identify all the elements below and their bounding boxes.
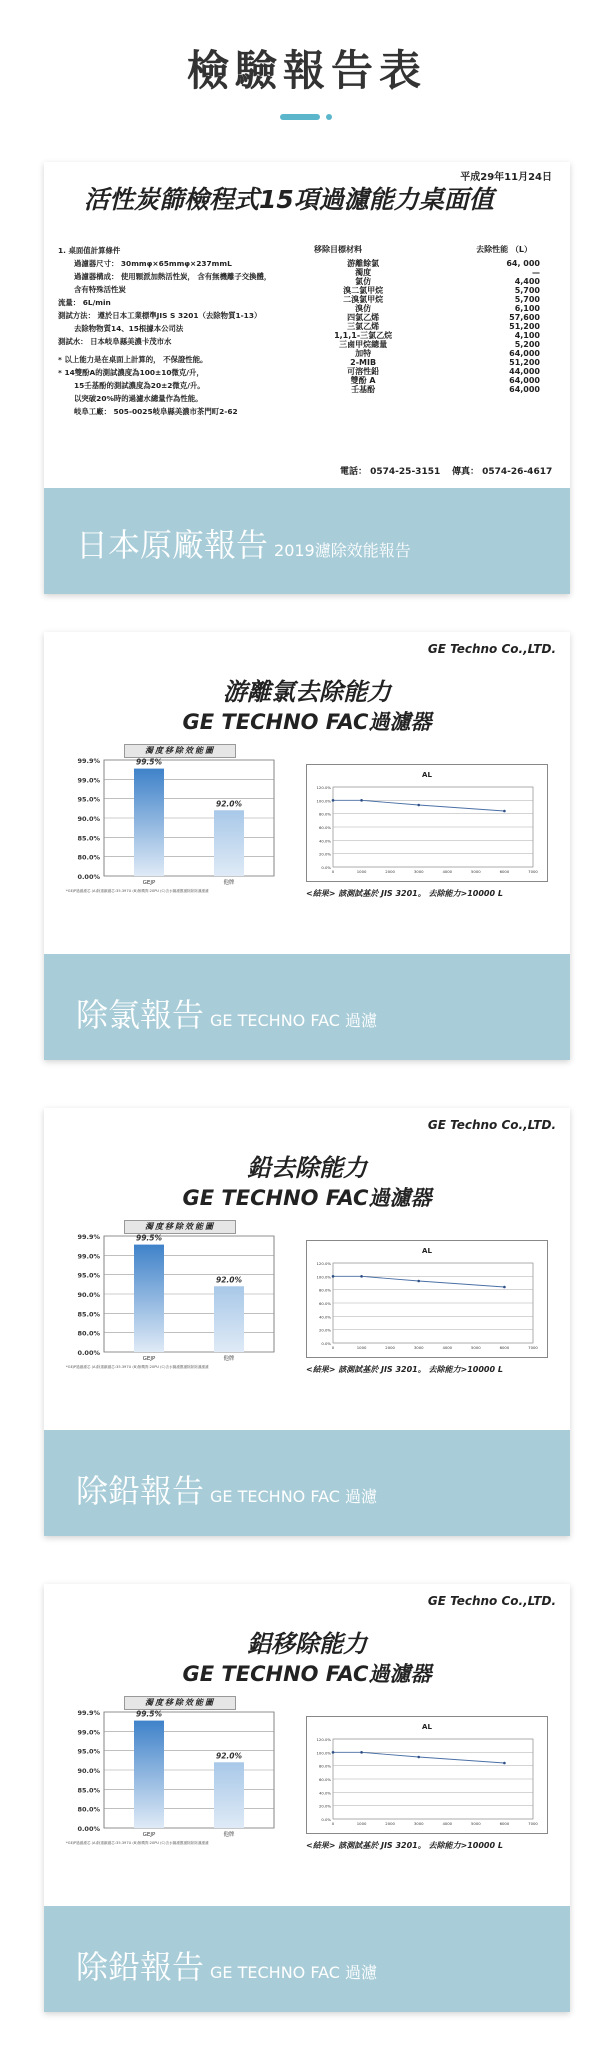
category-label: GEJP [142,1832,156,1838]
report-subtitle: GE TECHNO FAC過濾器 [182,710,432,734]
spec-line: 去除物物質14、15根據本公司法 [74,324,184,333]
y-tick-label: 85.0% [77,834,100,843]
y-tick-label: 120.0% [316,785,331,790]
material-name: 雙酚 A [350,376,376,385]
band-title: 除鉛報告 [76,1948,205,1986]
data-point [360,1751,363,1754]
y-tick-label: 85.0% [77,1310,100,1319]
data-point [360,799,363,802]
y-tick-label: 80.0% [77,853,100,862]
table-row [314,376,554,385]
spec-line: * 以上能力是在桌面上計算的， 不保證性能。 [58,355,208,364]
table-row [314,295,554,304]
data-point [503,1286,506,1289]
report-title: 游離氯去除能力 [223,678,391,706]
data-point [417,1756,420,1759]
y-tick-label: 100.0% [316,1274,331,1280]
table-row [314,367,554,376]
bar-value-label: 99.5% [135,1233,163,1243]
material-name: 二溴氯甲烷 [343,295,384,304]
spec-line: 過濾器構成： 使用顆派加熱活性炭， 含有無機離子交換體， [74,272,272,281]
data-point [332,799,335,802]
bar [134,1721,164,1828]
bar [134,769,164,876]
removal-value: 5,200 [514,340,540,349]
spec-line: * 14雙酚A的測試濃度為100±10微克/升， [58,368,204,377]
removal-value: 51,200 [509,358,540,367]
bar [214,810,244,876]
band-subtitle: 2019濾除效能報告 [274,541,411,560]
card-lead-report [44,1108,570,1536]
y-tick-label: 120.0% [316,1261,331,1266]
y-tick-label: 80.0% [77,1329,100,1338]
y-tick-label: 40.0% [318,1790,331,1796]
y-tick-label: 0.0% [321,1817,331,1822]
x-tick-label: 6000 [499,1821,510,1826]
material-name: 濁度 [355,268,372,277]
x-tick-label: 7000 [528,869,538,874]
material-name: 加特 [355,349,372,358]
removal-value: 64, 000 [506,259,540,268]
y-tick-label: 99.9% [77,757,100,765]
y-tick-label: 0.00% [77,1349,100,1357]
material-name: 三鹵甲烷總量 [339,340,388,349]
data-point [360,1275,363,1278]
x-tick-label: 1000 [356,869,367,874]
report-subtitle: GE TECHNO FAC過濾器 [182,1662,432,1686]
x-tick-label: 5000 [471,869,481,874]
removal-value: 51,200 [509,322,540,331]
data-point [503,1762,506,1765]
x-tick-label: 6000 [499,1345,510,1350]
y-tick-label: 120.0% [316,1737,331,1742]
x-tick-label: 2000 [385,1821,395,1826]
bar-value-label: 92.0% [215,1751,243,1761]
line-chart [306,1240,548,1358]
spec-line: 15壬基酚的測試濃度為20±2微克/升。 [74,381,205,390]
table-header-material: 移除目標材料 [314,245,362,254]
y-tick-label: 20.0% [318,851,331,857]
bar-chart-footnote: *GEJP過濾濾芯 (A)除重鐵濾芯:35.397U (B)無機質:20PU (C)含水圖濾膜濾除除除濾濾濾 [66,1841,209,1845]
band-title: 除氯報告 [76,996,205,1034]
band-title: 除鉛報告 [76,1472,205,1510]
x-tick-label: 7000 [528,1345,538,1350]
card-filter-capacity [44,162,570,594]
card-band [44,1430,570,1536]
table-row [314,286,554,295]
removal-value: — [532,268,540,277]
removal-value: 64,000 [509,376,540,385]
table-row [314,313,554,322]
bar-value-label: 92.0% [215,1275,243,1285]
y-tick-label: 0.0% [321,1341,331,1346]
material-name: 游離餘氯 [347,259,380,268]
table-row [314,331,554,340]
card-band [44,1906,570,2012]
bar-chart [64,1220,294,1370]
removal-table [314,244,554,394]
y-tick-label: 100.0% [316,1750,331,1756]
table-row [314,322,554,331]
bar [214,1286,244,1352]
bar-chart-title: 濁度移除效能圖 [124,1220,236,1234]
y-tick-label: 60.0% [318,1777,331,1782]
test-conditions [58,244,318,418]
table-row [314,385,554,394]
bar-chart-footnote: *GEJP過濾濾芯 (A)除重鐵濾芯:35.397U (B)無機質:20PU (C)含水圖濾膜濾除除除濾濾濾 [66,889,209,893]
material-name: 壬基酚 [351,385,376,394]
removal-value: 5,700 [514,295,540,304]
material-name: 2-MIB [350,358,377,367]
report-title: 鉛去除能力 [247,1154,367,1182]
bar-chart [64,1696,294,1846]
y-tick-label: 99.0% [77,1252,100,1261]
spec-line: 測試方法： 遵於日本工業標準JIS S 3201（去除物質1-13） [58,311,262,320]
material-name: 1,1,1-三氯乙烷 [334,331,393,340]
bar [134,1245,164,1352]
y-tick-label: 90.0% [77,815,100,823]
title-underline [280,114,320,120]
x-tick-label: 5000 [471,1345,481,1350]
card1-title: 活性炭篩檢程式15項過濾能力桌面值 [84,185,494,214]
line-chart [306,764,548,882]
table-row [314,304,554,313]
category-label: GEJP [142,880,156,886]
spec-line: 岐阜工廠： 505-0025岐阜縣美濃市茶門町2-62 [74,407,238,416]
category-label: 他牌 [223,1832,235,1838]
y-tick-label: 100.0% [316,798,331,804]
category-label: 他牌 [223,1356,235,1362]
table-row [314,340,554,349]
band-title: 日本原廠報告 [76,526,269,564]
result-text: <結果> 該測試基於 JIS 3201。 去除能力>10000 L [306,1841,503,1850]
removal-value: 64,000 [509,385,540,394]
company-name: GE Techno Co.,LTD. [427,1594,556,1608]
y-tick-label: 20.0% [318,1327,331,1333]
line-chart-title: AL [422,1723,432,1731]
card-chlorine-report [44,632,570,1060]
category-label: 他牌 [223,880,235,886]
y-tick-label: 90.0% [77,1767,100,1775]
removal-value: 4,400 [514,277,540,286]
bar-chart-footnote: *GEJP過濾濾芯 (A)除重鐵濾芯:35.397U (B)無機質:20PU (C)含水圖濾膜濾除除除濾濾濾 [66,1365,209,1369]
x-tick-label: 7000 [528,1821,538,1826]
y-tick-label: 0.00% [77,873,100,881]
report-subtitle: GE TECHNO FAC過濾器 [182,1186,432,1210]
line-chart [306,1716,548,1834]
bar-value-label: 99.5% [135,757,163,767]
x-tick-label: 1000 [356,1821,367,1826]
removal-value: 64,000 [509,349,540,358]
line-chart-title: AL [422,771,432,779]
removal-value: 5,700 [514,286,540,295]
spec-line: 測試水： 日本岐阜縣美濃卡茂市水 [58,337,172,346]
fax-number: 傳真： 0574-26-4617 [452,467,553,477]
x-tick-label: 2000 [385,1345,395,1350]
x-tick-label: 3000 [413,1345,424,1350]
spec-line: 1. 桌面值計算條件 [58,246,121,255]
y-tick-label: 85.0% [77,1786,100,1795]
material-name: 溴二氯甲烷 [343,286,384,295]
band-subtitle: GE TECHNO FAC 過濾 [210,1011,378,1030]
phone-number: 電話： 0574-25-3151 [340,467,441,477]
spec-line: 以突破20%時的過濾水總量作為性能。 [74,394,203,403]
y-tick-label: 60.0% [318,825,331,830]
y-tick-label: 95.0% [77,1747,100,1756]
company-name: GE Techno Co.,LTD. [427,1118,556,1132]
table-row [314,358,554,367]
card-band [44,488,570,594]
x-tick-label: 5000 [471,1821,481,1826]
x-tick-label: 0 [331,1821,335,1826]
material-name: 可溶性鉛 [347,367,380,376]
y-tick-label: 99.9% [77,1233,100,1241]
y-tick-label: 40.0% [318,838,331,844]
result-text: <結果> 該測試基於 JIS 3201。 去除能力>10000 L [306,1365,503,1374]
x-tick-label: 3000 [413,1821,424,1826]
spec-line: 流量： 6L/min [58,298,111,307]
company-name: GE Techno Co.,LTD. [427,642,556,656]
y-tick-label: 99.0% [77,1728,100,1737]
report-date: 平成29年11月24日 [460,172,552,183]
y-tick-label: 90.0% [77,1291,100,1299]
table-row [314,259,554,268]
y-tick-label: 99.0% [77,776,100,785]
y-tick-label: 80.0% [77,1805,100,1814]
x-tick-label: 0 [331,869,335,874]
category-label: GEJP [142,1356,156,1362]
material-name: 溴仿 [355,304,372,313]
data-point [503,810,506,813]
x-tick-label: 3000 [413,869,424,874]
x-tick-label: 2000 [385,869,395,874]
bar-chart-title: 濁度移除效能圖 [124,1696,236,1710]
band-subtitle: GE TECHNO FAC 過濾 [210,1963,378,1982]
page-title: 檢驗報告表 [186,46,427,95]
removal-value: 57,600 [509,313,540,322]
bar-chart [64,744,294,894]
card-band [44,954,570,1060]
y-tick-label: 40.0% [318,1314,331,1320]
bar-value-label: 99.5% [135,1709,163,1719]
spec-line: 過濾器尺寸： 30mmφ×65mmφ×237mmL [74,259,232,268]
y-tick-label: 0.0% [321,865,331,870]
bar-chart-title: 濁度移除效能圖 [124,744,236,758]
x-tick-label: 1000 [356,1345,367,1350]
y-tick-label: 0.00% [77,1825,100,1833]
y-tick-label: 80.0% [318,1763,331,1769]
line-chart-title: AL [422,1247,432,1255]
removal-value: 6,100 [514,304,540,313]
material-name: 四氯乙烯 [347,313,380,322]
x-tick-label: 6000 [499,869,510,874]
y-tick-label: 60.0% [318,1301,331,1306]
data-point [417,1280,420,1283]
band-subtitle: GE TECHNO FAC 過濾 [210,1487,378,1506]
y-tick-label: 80.0% [318,1287,331,1293]
bar [214,1762,244,1828]
y-tick-label: 95.0% [77,795,100,804]
y-tick-label: 80.0% [318,811,331,817]
table-row [314,268,554,277]
x-tick-label: 4000 [442,869,453,874]
bar-value-label: 92.0% [215,799,243,809]
table-header-performance: 去除性能 （L） [476,245,532,254]
table-row [314,277,554,286]
data-point [332,1751,335,1754]
x-tick-label: 4000 [442,1345,453,1350]
card-aluminium-report [44,1584,570,2012]
y-tick-label: 95.0% [77,1271,100,1280]
x-tick-label: 0 [331,1345,335,1350]
report-title: 鋁移除能力 [247,1630,367,1658]
material-name: 氯仿 [355,277,372,286]
x-tick-label: 4000 [442,1821,453,1826]
removal-value: 4,100 [514,331,540,340]
table-row [314,349,554,358]
material-name: 三氯乙烯 [347,322,380,331]
y-tick-label: 99.9% [77,1709,100,1717]
data-point [332,1275,335,1278]
spec-line: 含有特殊活性炭 [74,285,126,294]
title-dot [326,114,332,120]
y-tick-label: 20.0% [318,1803,331,1809]
data-point [417,804,420,807]
removal-value: 44,000 [509,367,540,376]
result-text: <結果> 該測試基於 JIS 3201。 去除能力>10000 L [306,889,503,898]
